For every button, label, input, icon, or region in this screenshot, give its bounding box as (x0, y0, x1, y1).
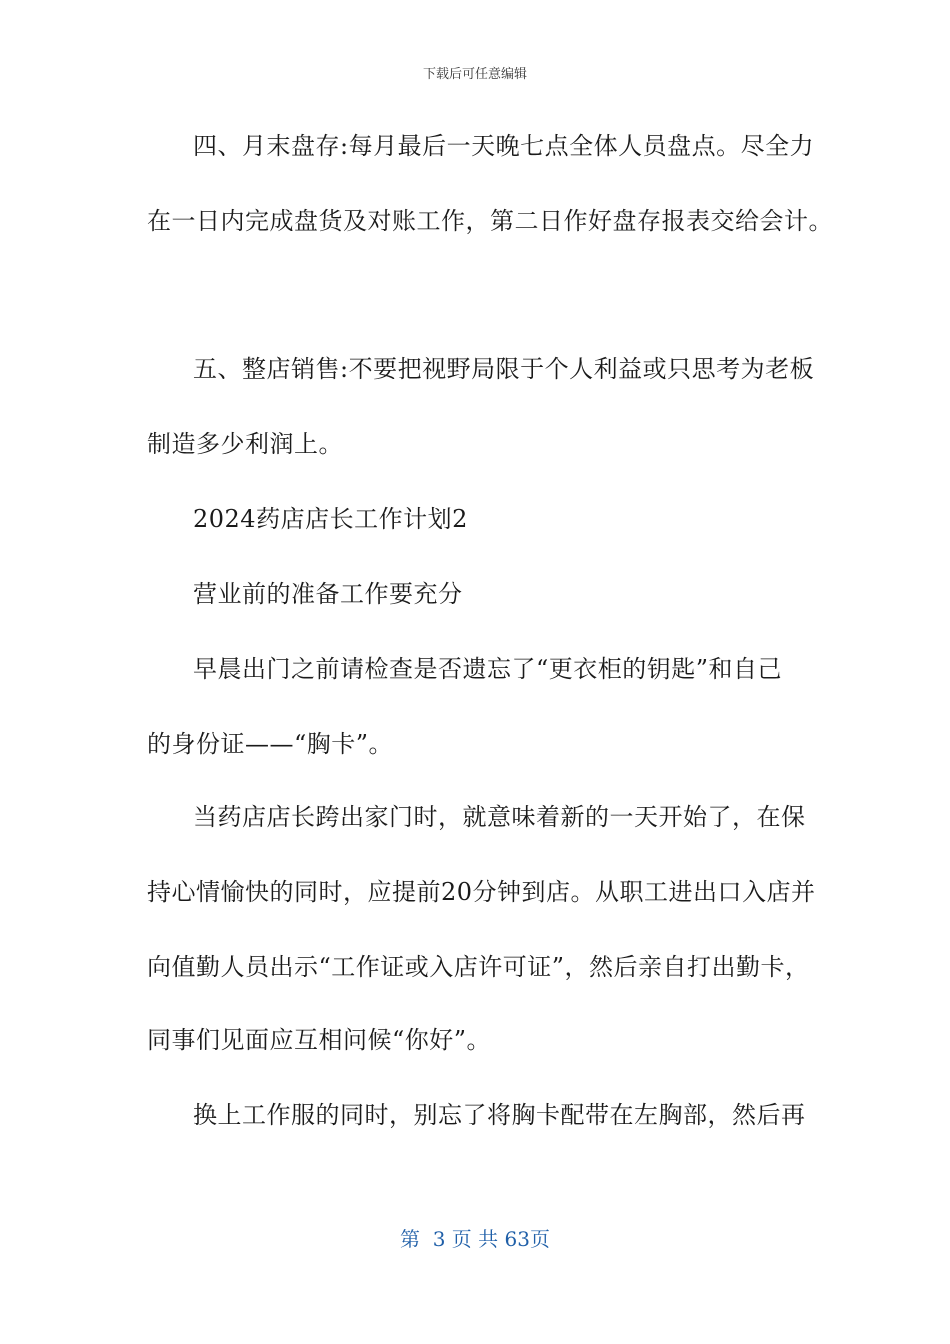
paragraph-1-line-1: 四、月末盘存:每月最后一天晚七点全体人员盘点。尽全力 (193, 132, 815, 160)
page-number-footer: 第 3 页 共 63页 (400, 1227, 550, 1251)
paragraph-4-line-3: 向值勤人员出示“工作证或入店许可证”，然后亲自打出勤卡， (147, 953, 810, 981)
section-title: 2024药店店长工作计划2 (193, 505, 468, 533)
paragraph-2-line-2: 制造多少利润上。 (147, 430, 343, 458)
paragraph-5-line-1: 换上工作服的同时，别忘了将胸卡配带在左胸部，然后再 (193, 1101, 806, 1129)
paragraph-2-line-1: 五、整店销售:不要把视野局限于个人利益或只思考为老板 (193, 355, 815, 383)
paragraph-3-line-2: 的身份证——“胸卡”。 (147, 730, 394, 758)
subsection-title: 营业前的准备工作要充分 (193, 580, 463, 608)
paragraph-4-line-2: 持心情愉快的同时，应提前20分钟到店。从职工进出口入店并 (147, 878, 816, 906)
page-header: 下载后可任意编辑 (422, 67, 527, 82)
paragraph-4-line-4: 同事们见面应互相问候“你好”。 (147, 1026, 492, 1054)
paragraph-4-line-1: 当药店店长跨出家门时，就意味着新的一天开始了，在保 (193, 803, 806, 831)
paragraph-3-line-1: 早晨出门之前请检查是否遗忘了“更衣柜的钥匙”和自己 (193, 655, 783, 683)
paragraph-1-line-2: 在一日内完成盘货及对账工作，第二日作好盘存报表交给会计。 (147, 207, 833, 235)
